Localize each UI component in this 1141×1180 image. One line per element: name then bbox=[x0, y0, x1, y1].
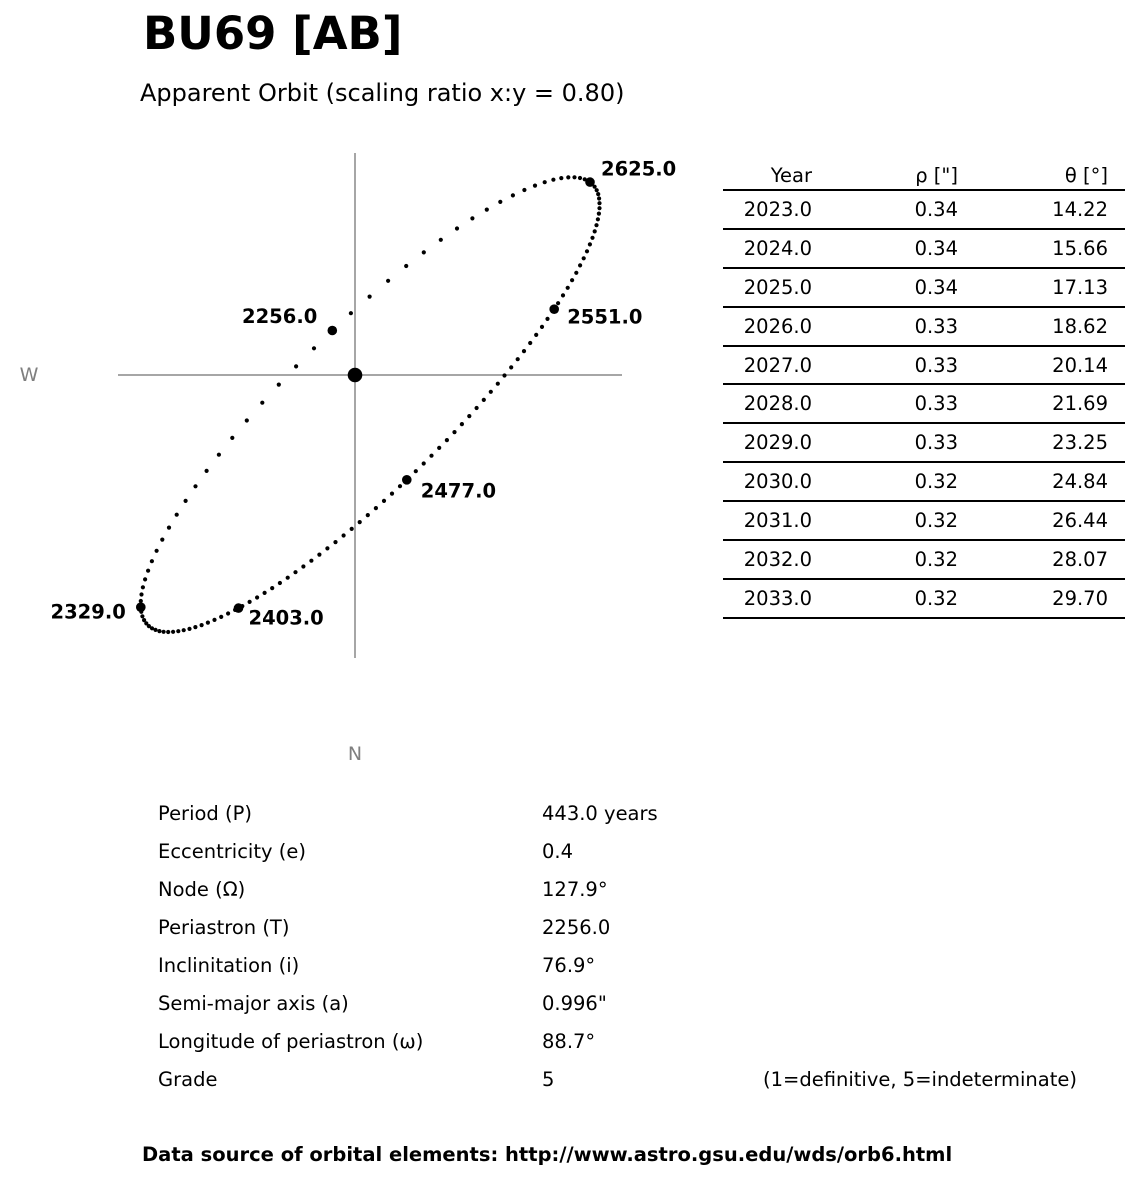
epoch-point bbox=[234, 603, 244, 613]
theta-cell: 29.70 bbox=[1052, 586, 1108, 610]
west-axis-label: W bbox=[19, 364, 39, 386]
orbit-dot bbox=[516, 357, 520, 361]
orbit-dot bbox=[522, 188, 526, 192]
ephemeris-table-row bbox=[723, 191, 1125, 230]
orbit-dot bbox=[260, 401, 264, 405]
orbit-dot bbox=[278, 581, 282, 585]
theta-cell: 24.84 bbox=[1052, 470, 1108, 494]
element-row bbox=[158, 984, 1083, 1022]
rho-cell: 0.33 bbox=[914, 431, 958, 455]
orbit-dot bbox=[230, 436, 234, 440]
orbit-dot bbox=[556, 301, 560, 305]
element-value: 5 bbox=[542, 1068, 555, 1092]
ephemeris-table-row bbox=[723, 580, 1125, 619]
orbit-dot bbox=[534, 333, 538, 337]
epoch-label: 2551.0 bbox=[567, 305, 643, 329]
year-cell: 2027.0 bbox=[743, 353, 812, 377]
orbit-dot bbox=[176, 629, 180, 633]
orbit-dot bbox=[153, 628, 157, 632]
orbit-dot bbox=[333, 540, 337, 544]
col-header-rho: ρ ["] bbox=[915, 164, 958, 187]
year-cell: 2030.0 bbox=[743, 470, 812, 494]
element-row bbox=[158, 946, 1083, 984]
orbit-dot bbox=[496, 382, 500, 386]
rho-cell: 0.34 bbox=[914, 197, 958, 221]
year-cell: 2025.0 bbox=[743, 275, 812, 299]
epoch-point bbox=[585, 177, 595, 187]
orbit-dot bbox=[167, 526, 171, 530]
orbit-dot bbox=[588, 242, 592, 246]
orbit-dot bbox=[597, 196, 601, 200]
orbit-dot bbox=[150, 559, 154, 563]
theta-cell: 15.66 bbox=[1052, 236, 1108, 260]
year-cell: 2024.0 bbox=[743, 236, 812, 260]
element-value: 0.996" bbox=[542, 992, 607, 1016]
orbit-dot bbox=[286, 576, 290, 580]
orbit-dot bbox=[277, 383, 281, 387]
rho-cell: 0.34 bbox=[914, 275, 958, 299]
orbit-dot bbox=[543, 180, 547, 184]
orbit-dot bbox=[182, 628, 186, 632]
ephemeris-table-row bbox=[723, 463, 1125, 502]
primary-star-marker bbox=[348, 368, 363, 383]
theta-cell: 23.25 bbox=[1052, 431, 1108, 455]
orbit-dot bbox=[596, 217, 600, 221]
orbit-dot bbox=[597, 212, 601, 216]
orbit-dot bbox=[528, 341, 532, 345]
orbit-dot bbox=[366, 513, 370, 517]
element-label: Semi-major axis (a) bbox=[158, 992, 349, 1016]
orbit-dot bbox=[270, 586, 274, 590]
orbit-dot bbox=[470, 216, 474, 220]
rho-cell: 0.33 bbox=[914, 392, 958, 416]
epoch-point bbox=[328, 326, 338, 336]
ephemeris-table-row bbox=[723, 385, 1125, 424]
ephemeris-table-header bbox=[723, 158, 1125, 191]
epoch-points-group bbox=[51, 158, 677, 630]
data-source-note: Data source of orbital elements: http://www.astro.gsu.edu/wds/orb6.html bbox=[142, 1143, 953, 1166]
orbit-dot bbox=[540, 325, 544, 329]
orbit-dot bbox=[582, 256, 586, 260]
orbit-dot bbox=[212, 618, 216, 622]
orbit-dot bbox=[422, 461, 426, 465]
orbit-dot bbox=[594, 223, 598, 227]
orbit-dot bbox=[566, 286, 570, 290]
orbit-dots-group bbox=[139, 175, 602, 634]
orbit-dot bbox=[248, 600, 252, 604]
orbit-dot bbox=[551, 178, 555, 182]
ephemeris-table-body bbox=[723, 191, 1125, 619]
element-value: 0.4 bbox=[542, 839, 574, 863]
theta-cell: 26.44 bbox=[1052, 509, 1108, 533]
orbit-dot bbox=[570, 278, 574, 282]
theta-cell: 20.14 bbox=[1052, 353, 1108, 377]
element-label: Longitude of periastron (ω) bbox=[158, 1030, 424, 1054]
orbit-dot bbox=[485, 208, 489, 212]
orbit-dot bbox=[293, 570, 297, 574]
year-cell: 2032.0 bbox=[743, 547, 812, 571]
orbit-dot bbox=[429, 454, 433, 458]
rho-cell: 0.33 bbox=[914, 353, 958, 377]
orbit-dot bbox=[162, 630, 166, 634]
orbit-dot bbox=[559, 176, 563, 180]
ephemeris-table-row bbox=[723, 230, 1125, 269]
orbit-dot bbox=[200, 623, 204, 627]
rho-cell: 0.32 bbox=[914, 470, 958, 494]
year-cell: 2033.0 bbox=[743, 586, 812, 610]
orbit-dot bbox=[217, 453, 221, 457]
element-row bbox=[158, 908, 1083, 946]
orbit-dot bbox=[294, 364, 298, 368]
orbit-dot bbox=[398, 484, 402, 488]
orbit-dot bbox=[489, 390, 493, 394]
orbit-dot bbox=[382, 499, 386, 503]
orbit-dot bbox=[578, 263, 582, 267]
element-value: 76.9° bbox=[542, 953, 596, 977]
orbit-dot bbox=[160, 538, 164, 542]
epoch-label: 2256.0 bbox=[242, 305, 318, 328]
orbit-dot bbox=[226, 611, 230, 615]
orbit-dot bbox=[533, 184, 537, 188]
year-cell: 2031.0 bbox=[743, 509, 812, 533]
element-label: Inclinitation (i) bbox=[158, 953, 300, 977]
epoch-label: 2329.0 bbox=[50, 600, 126, 624]
orbit-dot bbox=[439, 238, 443, 242]
orbit-dot bbox=[317, 553, 321, 557]
year-cell: 2023.0 bbox=[743, 197, 812, 221]
orbit-dot bbox=[206, 621, 210, 625]
element-label: Eccentricity (e) bbox=[158, 839, 306, 863]
orbit-dot bbox=[368, 295, 372, 299]
col-header-theta: θ [°] bbox=[1064, 164, 1108, 187]
orbit-dot bbox=[141, 585, 145, 589]
orbit-dot bbox=[578, 176, 582, 180]
theta-cell: 28.07 bbox=[1052, 547, 1108, 571]
orbit-dot bbox=[205, 469, 209, 473]
orbit-dot bbox=[593, 229, 597, 233]
col-header-year: Year bbox=[770, 164, 812, 187]
element-value: 2256.0 bbox=[542, 915, 611, 939]
orbit-dot bbox=[309, 559, 313, 563]
theta-cell: 14.22 bbox=[1052, 197, 1108, 221]
element-label: Period (P) bbox=[158, 801, 252, 825]
orbit-dot bbox=[475, 406, 479, 410]
rho-cell: 0.34 bbox=[914, 236, 958, 260]
orbit-dot bbox=[597, 206, 601, 210]
theta-cell: 17.13 bbox=[1052, 275, 1108, 299]
orbit-dot bbox=[437, 446, 441, 450]
orbit-dot bbox=[590, 236, 594, 240]
orbit-dot bbox=[509, 365, 513, 369]
ephemeris-table-row bbox=[723, 502, 1125, 541]
orbital-elements-list bbox=[158, 794, 1083, 1099]
element-note: (1=definitive, 5=indeterminate) bbox=[763, 1068, 1077, 1092]
orbit-dot bbox=[263, 591, 267, 595]
orbit-dot bbox=[374, 506, 378, 510]
orbit-dot bbox=[175, 513, 179, 517]
orbit-dot bbox=[390, 492, 394, 496]
year-cell: 2026.0 bbox=[743, 314, 812, 338]
orbit-dot bbox=[595, 188, 599, 192]
orbit-dot bbox=[184, 499, 188, 503]
element-label: Node (Ω) bbox=[158, 877, 246, 901]
element-label: Periastron (T) bbox=[158, 915, 290, 939]
element-row bbox=[158, 1023, 1083, 1061]
orbit-dot bbox=[193, 625, 197, 629]
orbit-dot bbox=[585, 249, 589, 253]
orbit-dot bbox=[482, 398, 486, 402]
orbit-dot bbox=[511, 193, 515, 197]
orbit-dot bbox=[312, 346, 316, 350]
orbit-dot bbox=[325, 546, 329, 550]
ephemeris-table-row bbox=[723, 541, 1125, 580]
orbit-dot bbox=[460, 422, 464, 426]
element-value: 443.0 years bbox=[542, 801, 658, 825]
orbit-dot bbox=[349, 311, 353, 315]
epoch-point bbox=[402, 475, 412, 485]
orbit-dot bbox=[467, 414, 471, 418]
orbit-dot bbox=[139, 592, 143, 596]
element-value: 88.7° bbox=[542, 1030, 596, 1054]
theta-cell: 18.62 bbox=[1052, 314, 1108, 338]
rho-cell: 0.33 bbox=[914, 314, 958, 338]
page-subtitle: Apparent Orbit (scaling ratio x:y = 0.80) bbox=[140, 79, 625, 107]
orbit-dot bbox=[498, 200, 502, 204]
epoch-label: 2625.0 bbox=[601, 157, 677, 181]
rho-cell: 0.32 bbox=[914, 586, 958, 610]
element-row bbox=[158, 794, 1083, 832]
epoch-label: 2477.0 bbox=[420, 479, 497, 503]
orbit-dot bbox=[140, 614, 144, 618]
orbit-dot bbox=[422, 250, 426, 254]
page-title: BU69 [AB] bbox=[143, 7, 403, 60]
orbit-dot bbox=[452, 430, 456, 434]
ephemeris-table-row bbox=[723, 347, 1125, 386]
orbit-dot bbox=[596, 192, 600, 196]
orbit-dot bbox=[358, 520, 362, 524]
orbit-dot bbox=[342, 533, 346, 537]
ephemeris-table-row bbox=[723, 308, 1125, 347]
year-cell: 2028.0 bbox=[743, 392, 812, 416]
orbit-dot bbox=[245, 418, 249, 422]
orbit-dot bbox=[572, 175, 576, 179]
element-value: 127.9° bbox=[542, 877, 608, 901]
element-row bbox=[158, 1061, 1083, 1099]
orbit-dot bbox=[574, 271, 578, 275]
year-cell: 2029.0 bbox=[743, 431, 812, 455]
orbit-dot bbox=[455, 226, 459, 230]
orbit-plot bbox=[0, 0, 715, 785]
orbit-dot bbox=[350, 527, 354, 531]
orbit-dot bbox=[155, 549, 159, 553]
orbit-dot bbox=[187, 627, 191, 631]
north-axis-label: N bbox=[347, 743, 363, 765]
element-row bbox=[158, 832, 1083, 870]
orbit-dot bbox=[171, 630, 175, 634]
orbit-dot bbox=[301, 564, 305, 568]
theta-cell: 21.69 bbox=[1052, 392, 1108, 416]
orbit-dot bbox=[414, 469, 418, 473]
orbit-dot bbox=[561, 293, 565, 297]
ephemeris-table-row bbox=[723, 424, 1125, 463]
orbit-dot bbox=[219, 615, 223, 619]
orbit-dot bbox=[566, 175, 570, 179]
epoch-point bbox=[136, 602, 146, 612]
element-label: Grade bbox=[158, 1068, 218, 1092]
epoch-label: 2403.0 bbox=[248, 606, 324, 630]
rho-cell: 0.32 bbox=[914, 547, 958, 571]
orbit-dot bbox=[404, 264, 408, 268]
orbit-dot bbox=[522, 349, 526, 353]
ephemeris-table-row bbox=[723, 269, 1125, 308]
orbit-dot bbox=[502, 373, 506, 377]
rho-cell: 0.32 bbox=[914, 509, 958, 533]
orbit-dot bbox=[445, 438, 449, 442]
orbit-dot bbox=[545, 317, 549, 321]
orbit-dot bbox=[386, 279, 390, 283]
orbit-dot bbox=[597, 201, 601, 205]
orbit-dot bbox=[146, 569, 150, 573]
orbit-dot bbox=[143, 577, 147, 581]
orbit-dot bbox=[255, 595, 259, 599]
orbit-dot bbox=[193, 484, 197, 488]
ephemeris-table bbox=[723, 158, 1125, 619]
element-row bbox=[158, 870, 1083, 908]
orbit-dot bbox=[166, 630, 170, 634]
epoch-point bbox=[549, 304, 559, 314]
orbit-dot bbox=[157, 629, 161, 633]
